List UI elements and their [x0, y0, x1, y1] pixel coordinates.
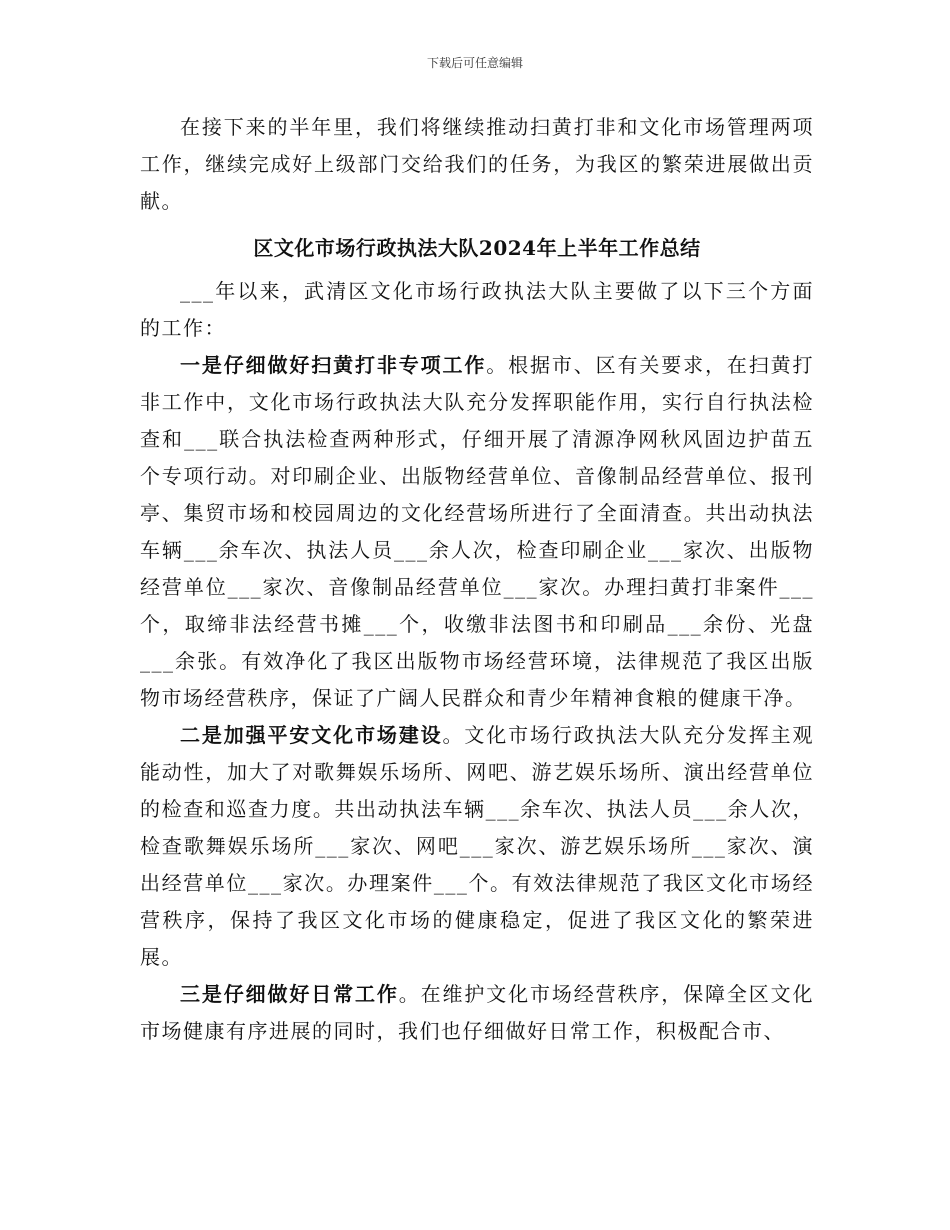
section-paragraph-1 — [140, 347, 814, 717]
section-heading-1: 一是仔细做好扫黄打非专项工作 — [180, 353, 487, 377]
section-body-2: 。文化市场行政执法大队充分发挥主观能动性，加大了对歌舞娱乐场所、网吧、游艺娱乐场所、演出经营单位的检查和巡查力度。共出动执法车辆___余车次、执法人员___余人次，检查歌舞娱乐场所___家次、网吧___家次、游艺娱乐场所___家次、演出经营单位___家次。办理案件___个。有效法律规范了我区文化市场经营秩序，保持了我区文化市场的健康稳定，促进了我区文化的繁荣进展。 — [140, 723, 814, 969]
document-title: 区文化市场行政执法大队2024年上半年工作总结 — [253, 236, 701, 260]
section-paragraph-2 — [140, 717, 814, 976]
document-body — [140, 109, 814, 1050]
section-body-3: 。在维护文化市场经营秩序，保障全区文化市场健康有序进展的同时，我们也仔细做好日常工作，积极配合市、 — [140, 982, 814, 1043]
section-paragraph-3 — [140, 976, 814, 1050]
section-heading-3: 三是仔细做好日常工作 — [180, 982, 399, 1006]
section-body-1: 。根据市、区有关要求，在扫黄打非工作中，文化市场行政执法大队充分发挥职能作用，实行自行执法检查和___联合执法检查两种形式，仔细开展了清源净网秋风固边护苗五个专项行动。对印刷企业、出版物经营单位、音像制品经营单位、报刊亭、集贸市场和校园周边的文化经营场所进行了全面清查。共出动执法车辆___余车次、执法人员___余人次，检查印刷企业___家次、出版物经营单位___家次、音像制品经营单位___家次。办理扫黄打非案件___个，取缔非法经营书摊___个，收缴非法图书和印刷品___余份、光盘___余张。有效净化了我区出版物市场经营环境，法律规范了我区出版物市场经营秩序，保证了广阔人民群众和青少年精神食粮的健康干净。 — [140, 353, 814, 710]
page-header-note: 下载后可任意编辑 — [426, 56, 523, 70]
intro-paragraph: 在接下来的半年里，我们将继续推动扫黄打非和文化市场管理两项工作，继续完成好上级部门交给我们的任务，为我区的繁荣进展做出贡献。 — [140, 115, 814, 213]
section-heading-2: 二是加强平安文化市场建设 — [180, 723, 443, 747]
opening-paragraph: ___年以来，武清区文化市场行政执法大队主要做了以下三个方面的工作： — [140, 279, 814, 340]
